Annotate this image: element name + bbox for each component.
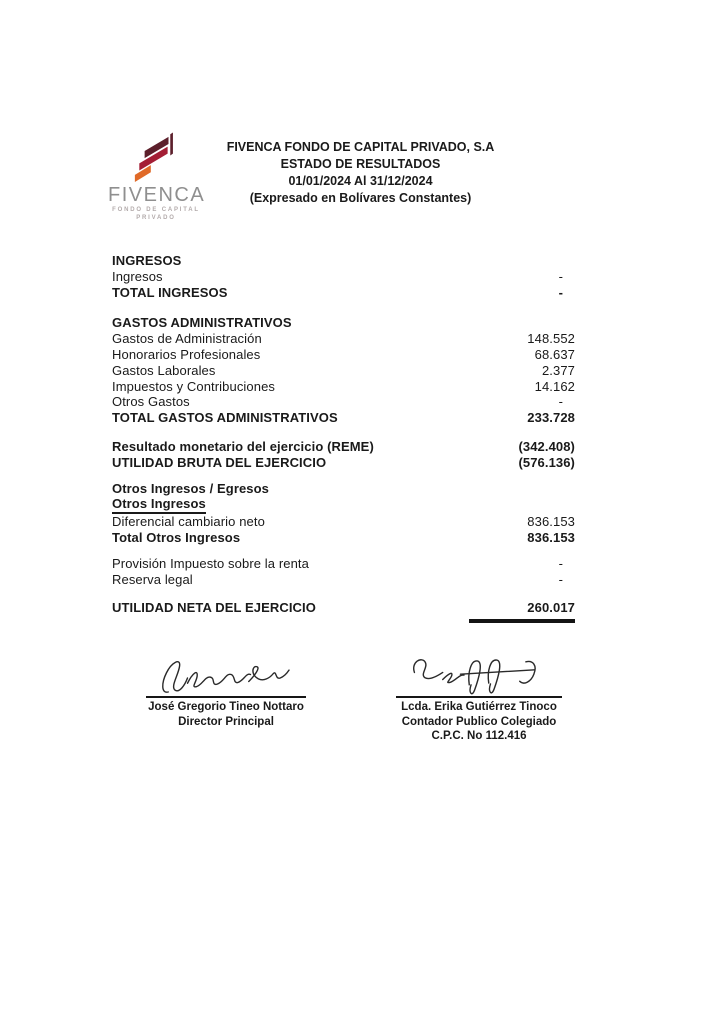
row-value: 2.377 [541,362,575,378]
row-label: Honorarios Profesionales [112,346,261,362]
row-gastos-laborales [112,363,575,379]
signature-icon [401,653,557,699]
signer-name: Lcda. Erika Gutiérrez Tinoco [401,701,557,713]
row-label: Otros Gastos [112,394,190,410]
signer-title: Contador Publico Colegiado [401,715,557,728]
row-value: 233.728 [527,410,575,426]
row-total-gastos-administrativos [112,410,575,426]
statement-period: 01/01/2024 Al 31/12/2024 [288,174,433,188]
row-label: Gastos de Administración [112,331,262,347]
row-utilidad-neta [112,600,575,621]
row-label: Diferencial cambiario neto [112,514,265,530]
row-value: 148.552 [527,331,575,347]
company-name: FIVENCA FONDO DE CAPITAL PRIVADO, S.A [226,140,495,154]
row-label: Resultado monetario del ejercicio (REME) [112,438,374,454]
currency-note: (Expresado en Bolívares Constantes) [249,191,472,205]
row-value: - [558,268,563,284]
row-otros-gastos [112,394,575,410]
row-label: Otros Ingresos [112,496,206,514]
row-otros-ingresos-egresos-header [112,481,575,497]
row-label: Total Otros Ingresos [112,529,241,545]
row-gastos-de-administracion [112,331,575,347]
signature-block-director [146,657,306,729]
row-value: - [558,394,563,410]
signer-name: José Gregorio Tineo Nottaro [148,701,304,713]
row-provision-impuesto [112,556,575,572]
row-otros-ingresos-subheader [112,496,575,514]
row-label: GASTOS ADMINISTRATIVOS [112,315,292,331]
row-resultado-monetario-reme [112,439,575,455]
brand-tagline-line2: PRIVADO [136,215,176,221]
row-label: TOTAL INGRESOS [112,284,228,300]
row-label: TOTAL GASTOS ADMINISTRATIVOS [112,410,338,426]
row-label: Otros Ingresos / Egresos [112,480,270,496]
brand-name: FIVENCA [108,184,206,206]
signer-title: Director Principal [178,715,274,728]
signer-license: C.P.C. No 112.416 [431,730,527,742]
row-value: 836.153 [527,514,575,530]
row-value: - [558,571,563,587]
row-value: - [558,284,563,300]
row-reserva-legal [112,572,575,588]
signature-block-contador [396,653,562,744]
row-value: 68.637 [534,346,575,362]
statement-title: ESTADO DE RESULTADOS [280,157,441,171]
row-ingresos-header [112,253,575,269]
row-label: Impuestos y Contribuciones [112,378,276,394]
row-value: 260.017 [469,600,575,621]
row-label: Ingresos [112,268,163,284]
row-impuestos-y-contribuciones [112,379,575,395]
row-value: 14.162 [534,378,575,394]
row-value: (576.136) [518,454,575,470]
row-value: (342.408) [518,438,575,454]
row-gastos-administrativos-header [112,315,575,331]
row-label: UTILIDAD NETA DEL EJERCICIO [112,600,316,616]
row-label: Provisión Impuesto sobre la renta [112,555,309,571]
row-value: - [558,555,563,571]
row-value: 836.153 [527,529,575,545]
row-label: INGRESOS [112,253,182,268]
row-honorarios-profesionales [112,347,575,363]
signature-line [396,696,562,698]
row-ingresos [112,269,575,285]
row-label: Gastos Laborales [112,362,216,378]
row-total-otros-ingresos [112,530,575,546]
title-block [0,139,721,207]
row-label: UTILIDAD BRUTA DEL EJERCICIO [112,454,327,470]
signature-icon [151,657,301,699]
brand-tagline-line1: FONDO DE CAPITAL [112,207,200,213]
row-diferencial-cambiario-neto [112,514,575,530]
row-label: Reserva legal [112,571,193,587]
signature-line [146,696,306,698]
income-statement [112,253,575,621]
row-total-ingresos [112,285,575,301]
row-utilidad-bruta [112,455,575,471]
